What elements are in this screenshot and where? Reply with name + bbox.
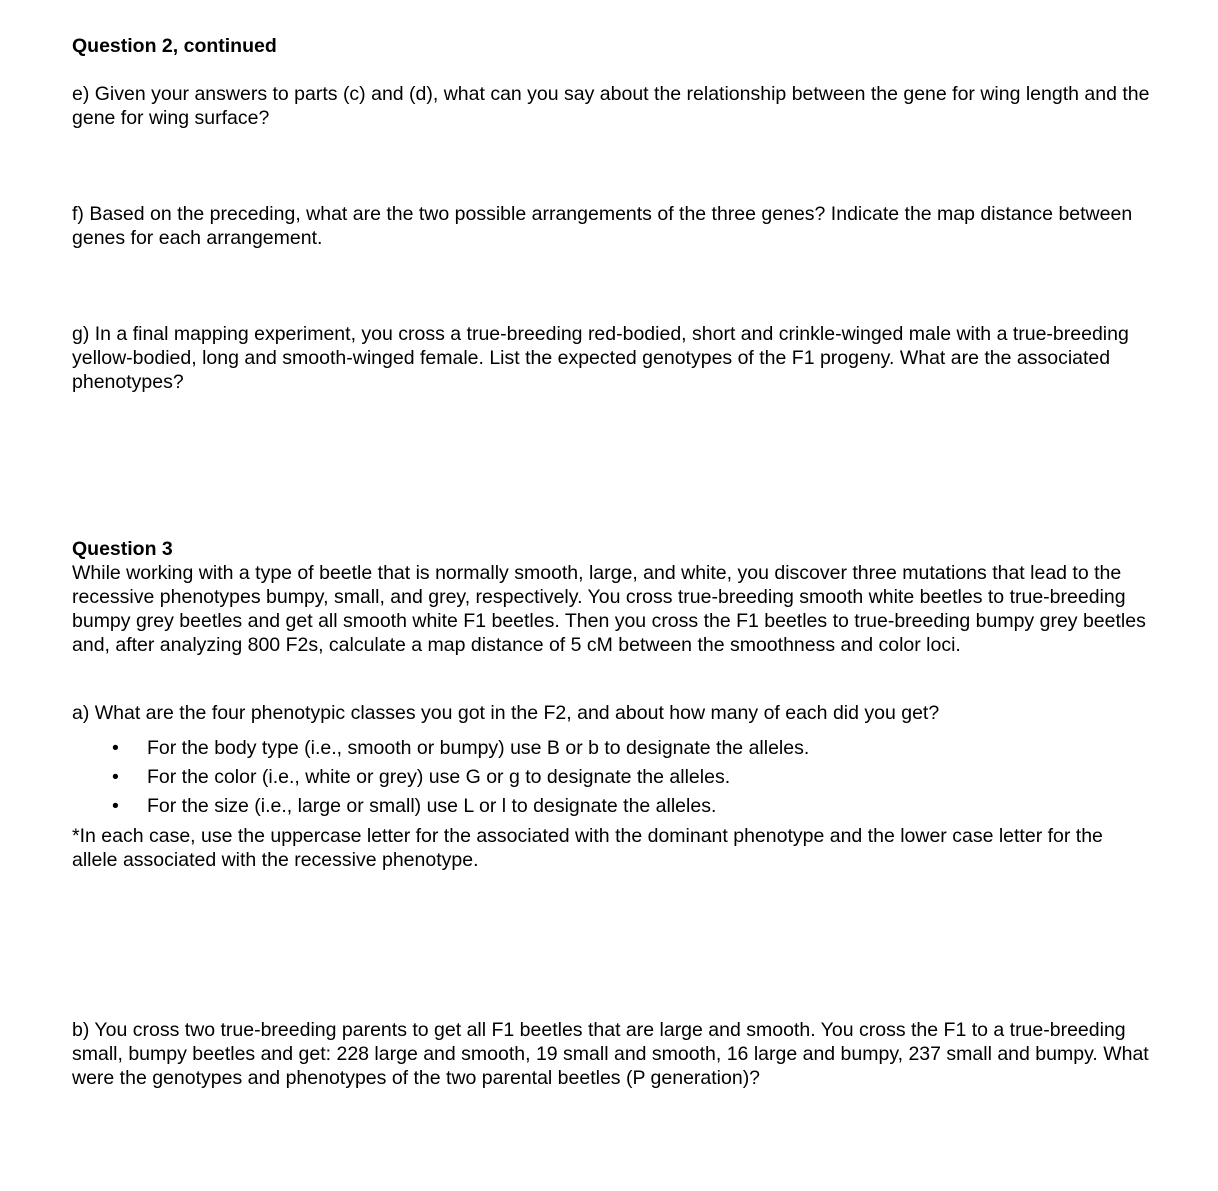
q3-part-a: a) What are the four phenotypic classes you got in the F2, and about how many of each did you get? [72, 702, 940, 724]
q2-part-g: g) In a final mapping experiment, you cross a true-breeding red-bodied, short and crinkle-winged male with a true-breeding yellow-bodied, long and smooth-winged female. List the expected genotypes of the F1 progeny. What are the associated phenotypes? [72, 323, 1129, 393]
q3-part-b: b) You cross two true-breeding parents to get all F1 beetles that are large and smooth. You cross the F1 to a true-breeding small, bumpy beetles and get: 228 large and smooth, 19 small and smooth, 16 large and bumpy, 237 small and bumpy. What were the genotypes and phenotypes of the two parental beetles (P generation)? [72, 1019, 1149, 1089]
list-item-text: For the body type (i.e., smooth or bumpy) use B or b to designate the alleles. [147, 737, 810, 759]
list-item-text: For the size (i.e., large or small) use L or l to designate the alleles. [147, 795, 717, 817]
q2-part-f: f) Based on the preceding, what are the two possible arrangements of the three genes? Indicate the map distance between genes for each arrangement. [72, 203, 1133, 249]
bullet-icon: • [112, 766, 119, 788]
q2-part-e: e) Given your answers to parts (c) and (d), what can you say about the relationship between the gene for wing length and the gene for wing surface? [72, 83, 1150, 129]
list-item-text: For the color (i.e., white or grey) use G or g to designate the alleles. [147, 766, 731, 788]
list-item [72, 794, 1152, 823]
q3-note: *In each case, use the uppercase letter for the associated with the dominant phenotype and the lower case letter for the allele associated with the recessive phenotype. [72, 825, 1103, 871]
q2-heading: Question 2, continued [72, 35, 277, 57]
list-item [72, 765, 1152, 794]
allele-bullet-list [72, 736, 1152, 823]
q3-intro: While working with a type of beetle that is normally smooth, large, and white, you discover three mutations that lead to the recessive phenotypes bumpy, small, and grey, respectively. You cross true-breeding smooth white beetles to true-breeding bumpy grey beetles and get all smooth white F1 beetles. Then you cross the F1 beetles to true-breeding bumpy grey beetles and, after analyzing 800 F2s, calculate a map distance of 5 cM between the smoothness and color loci. [72, 562, 1146, 656]
bullet-icon: • [112, 795, 119, 817]
q3-heading: Question 3 [72, 538, 173, 560]
list-item [72, 736, 1152, 765]
bullet-icon: • [112, 737, 119, 759]
